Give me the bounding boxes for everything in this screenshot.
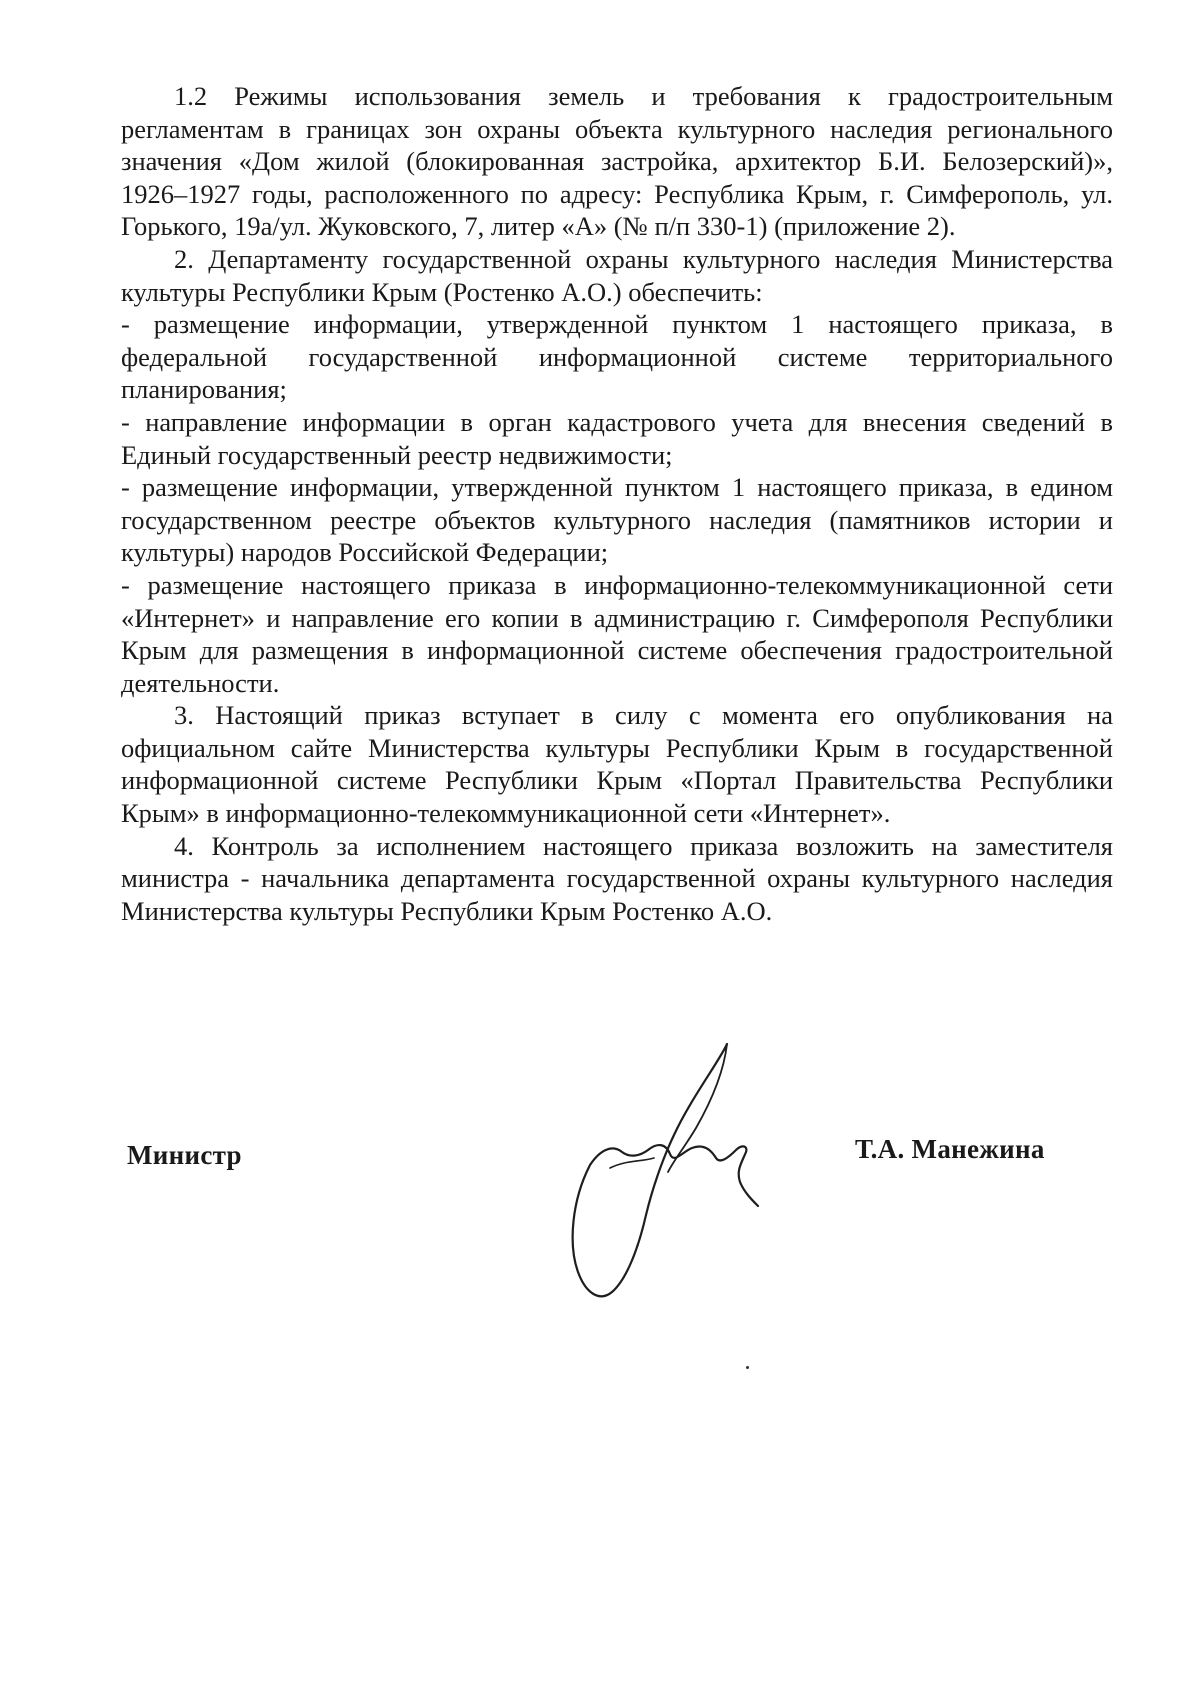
- document-body: [121, 80, 1113, 927]
- scan-speck: [746, 1366, 749, 1369]
- signer-name: Т.А. Манежина: [855, 1134, 1045, 1164]
- paragraph-4: 4. Контроль за исполнением настоящего приказа возложить на заместителя министра - начальника департамента государственной охраны культурного наследия Министерства культуры Республики Крым Ростенко А.О.: [121, 830, 1113, 926]
- paragraph-3: 3. Настоящий приказ вступает в силу с момента его опубликования на официальном сайте Министерства культуры Республики Крым в государственной информационной системе Республики Крым «Портал Правительства Республики Крым» в информационно-телекоммуникационной сети «Интернет».: [121, 700, 1113, 829]
- signer-title: Министр: [127, 1140, 242, 1170]
- paragraph-2-item-d: - размещение настоящего приказа в информационно-телекоммуникационной сети «Интернет» и направление его копии в администрацию г. Симферополя Республики Крым для размещения в информационной системе обеспечения градостроительной деятельности.: [121, 569, 1113, 698]
- paragraph-1-2: 1.2 Режимы использования земель и требования к градостроительным регламентам в границах зон охраны объекта культурного наследия регионального значения «Дом жилой (блокированная застройка, архитектор Б.И. Белозерский)», 1926–1927 годы, расположенного по адресу: Республика Крым, г. Симферополь, ул. Горького, 19а/ул. Жуковского, 7, литер «А» (№ п/п 330-1) (приложение 2).: [121, 81, 1113, 242]
- paragraph-2-item-b: - направление информации в орган кадастрового учета для внесения сведений в Единый государственный реестр недвижимости;: [121, 406, 1113, 470]
- paragraph-2-item-c: - размещение информации, утвержденной пунктом 1 настоящего приказа, в едином государственном реестре объектов культурного наследия (памятников истории и культуры) народов Российской Федерации;: [121, 472, 1113, 568]
- paragraph-2: 2. Департаменту государственной охраны культурного наследия Министерства культуры Республики Крым (Ростенко А.О.) обеспечить:: [121, 243, 1113, 307]
- handwritten-signature-icon: [570, 1040, 800, 1300]
- paragraph-2-item-a: - размещение информации, утвержденной пунктом 1 настоящего приказа, в федеральной государственной информационной системе территориального планирования;: [121, 309, 1113, 405]
